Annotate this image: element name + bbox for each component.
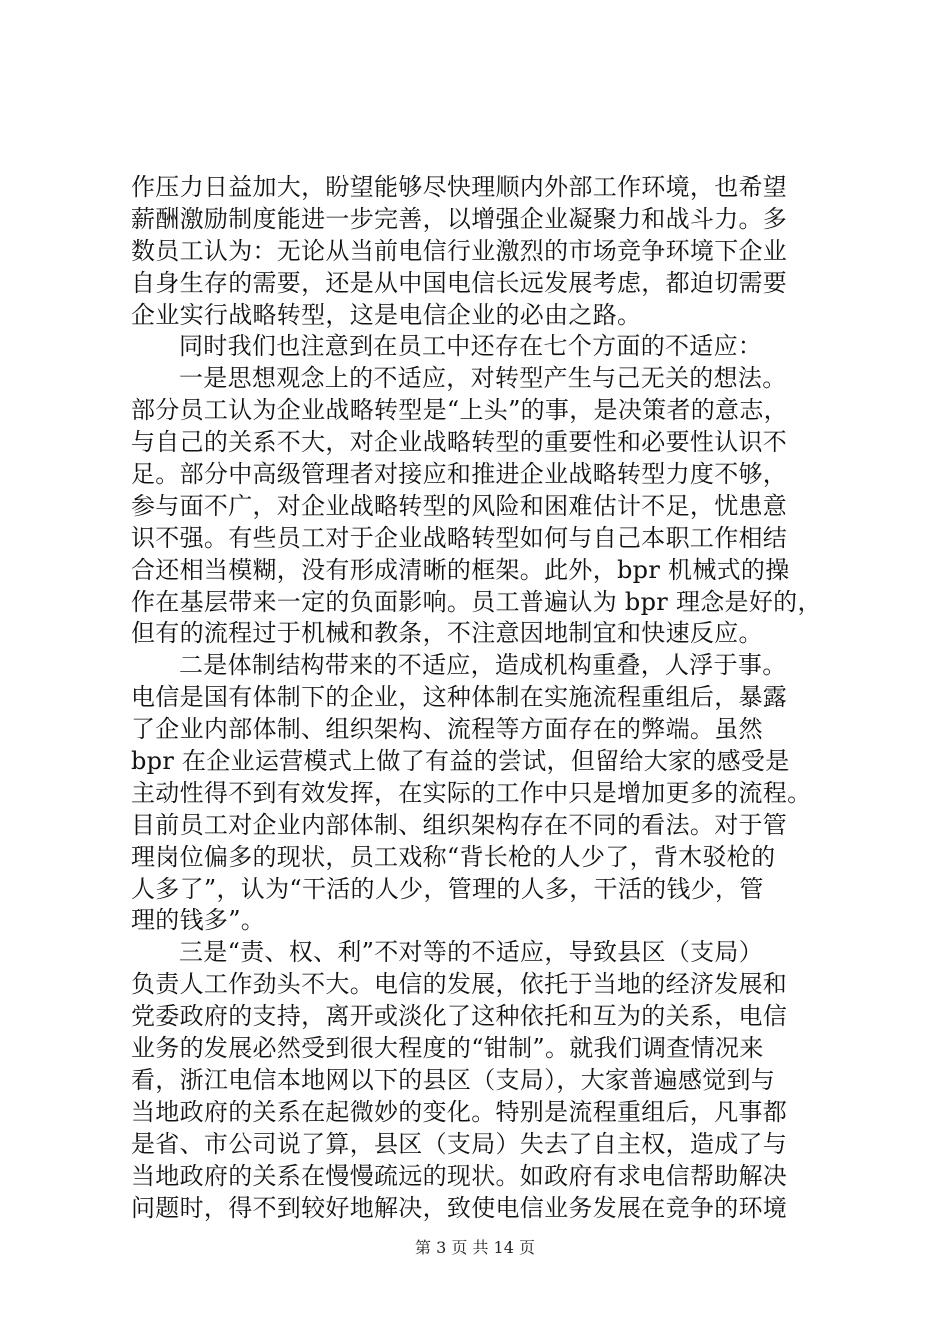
text-line: 看，浙江电信本地网以下的县区（支局），大家普遍感觉到与 <box>131 1065 776 1094</box>
text-line: 但有的流程过于机械和教条，不注意因地制宜和快速反应。 <box>131 619 763 648</box>
page-footer: 第 3 页 共 14 页 <box>415 1238 535 1257</box>
text-line: 当地政府的关系在慢慢疏远的现状。如政府有求电信帮助解决 <box>131 1161 788 1190</box>
paragraph-first-line: 二是体制结构带来的不适应，造成机构重叠，人浮于事。 <box>179 651 787 680</box>
text-line: 足。部分中高级管理者对接应和推进企业战略转型力度不够， <box>131 460 788 489</box>
document-body <box>131 172 831 1224</box>
text-line: 了企业内部体制、组织架构、流程等方面存在的弊端。虽然 <box>131 715 763 744</box>
paragraph-first-line: 三是“责、权、利”不对等的不适应，导致县区（支局） <box>179 938 764 967</box>
text-line: 电信是国有体制下的企业，这种体制在实施流程重组后，暴露 <box>131 683 788 712</box>
text-line: 与自己的关系不大，对企业战略转型的重要性和必要性认识不 <box>131 428 788 457</box>
text-line: 参与面不广，对企业战略转型的风险和困难估计不足，忧患意 <box>131 491 788 520</box>
text-line: 负责人工作劲头不大。电信的发展，依托于当地的经济发展和 <box>131 970 788 999</box>
text-line: 数员工认为：无论从当前电信行业激烈的市场竞争环境下企业 <box>131 236 788 265</box>
text-line: 识不强。有些员工对于企业战略转型如何与自己本职工作相结 <box>131 523 788 552</box>
text-line: 目前员工对企业内部体制、组织架构存在不同的看法。对于管 <box>131 810 788 839</box>
text-line: 作压力日益加大，盼望能够尽快理顺内外部工作环境，也希望 <box>131 173 788 201</box>
text-line: 部分员工认为企业战略转型是“上头”的事，是决策者的意志， <box>131 396 788 425</box>
text-line: 是省、市公司说了算，县区（支局）失去了自主权，造成了与 <box>131 1129 788 1158</box>
text-line: 业务的发展必然受到很大程度的“钳制”。就我们调查情况来 <box>131 1034 764 1063</box>
text-line: 作在基层带来一定的负面影响。员工普遍认为 bpr 理念是好的， <box>131 587 822 616</box>
text-line: 理岗位偏多的现状，员工戏称“背长枪的人少了，背木驳枪的 <box>131 842 776 871</box>
text-line: 理的钱多”。 <box>131 906 266 935</box>
text-line: 人多了”，认为“干活的人少，管理的人多，干活的钱少，管 <box>131 874 764 903</box>
text-line: 党委政府的支持，离开或淡化了这种依托和互为的关系，电信 <box>131 1002 788 1031</box>
text-line: 自身生存的需要，还是从中国电信长远发展考虑，都迫切需要 <box>131 268 788 297</box>
text-line: 问题时，得不到较好地解决，致使电信业务发展在竞争的环境 <box>131 1193 788 1222</box>
text-line: 企业实行战略转型，这是电信企业的必由之路。 <box>131 300 642 329</box>
paragraph-first-line: 一是思想观念上的不适应，对转型产生与己无关的想法。 <box>179 364 787 393</box>
text-line: 当地政府的关系在起微妙的变化。特别是流程重组后，凡事都 <box>131 1097 788 1126</box>
text-line: 合还相当模糊，没有形成清晰的框架。此外，bpr 机械式的操 <box>131 555 790 584</box>
text-line: 主动性得不到有效发挥，在实际的工作中只是增加更多的流程。 <box>131 778 812 807</box>
text-line: 薪酬激励制度能进一步完善，以增强企业凝聚力和战斗力。多 <box>131 204 788 233</box>
text-line: bpr 在企业运营模式上做了有益的尝试，但留给大家的感受是 <box>131 747 790 776</box>
paragraph-first-line: 同时我们也注意到在员工中还存在七个方面的不适应： <box>179 332 763 361</box>
